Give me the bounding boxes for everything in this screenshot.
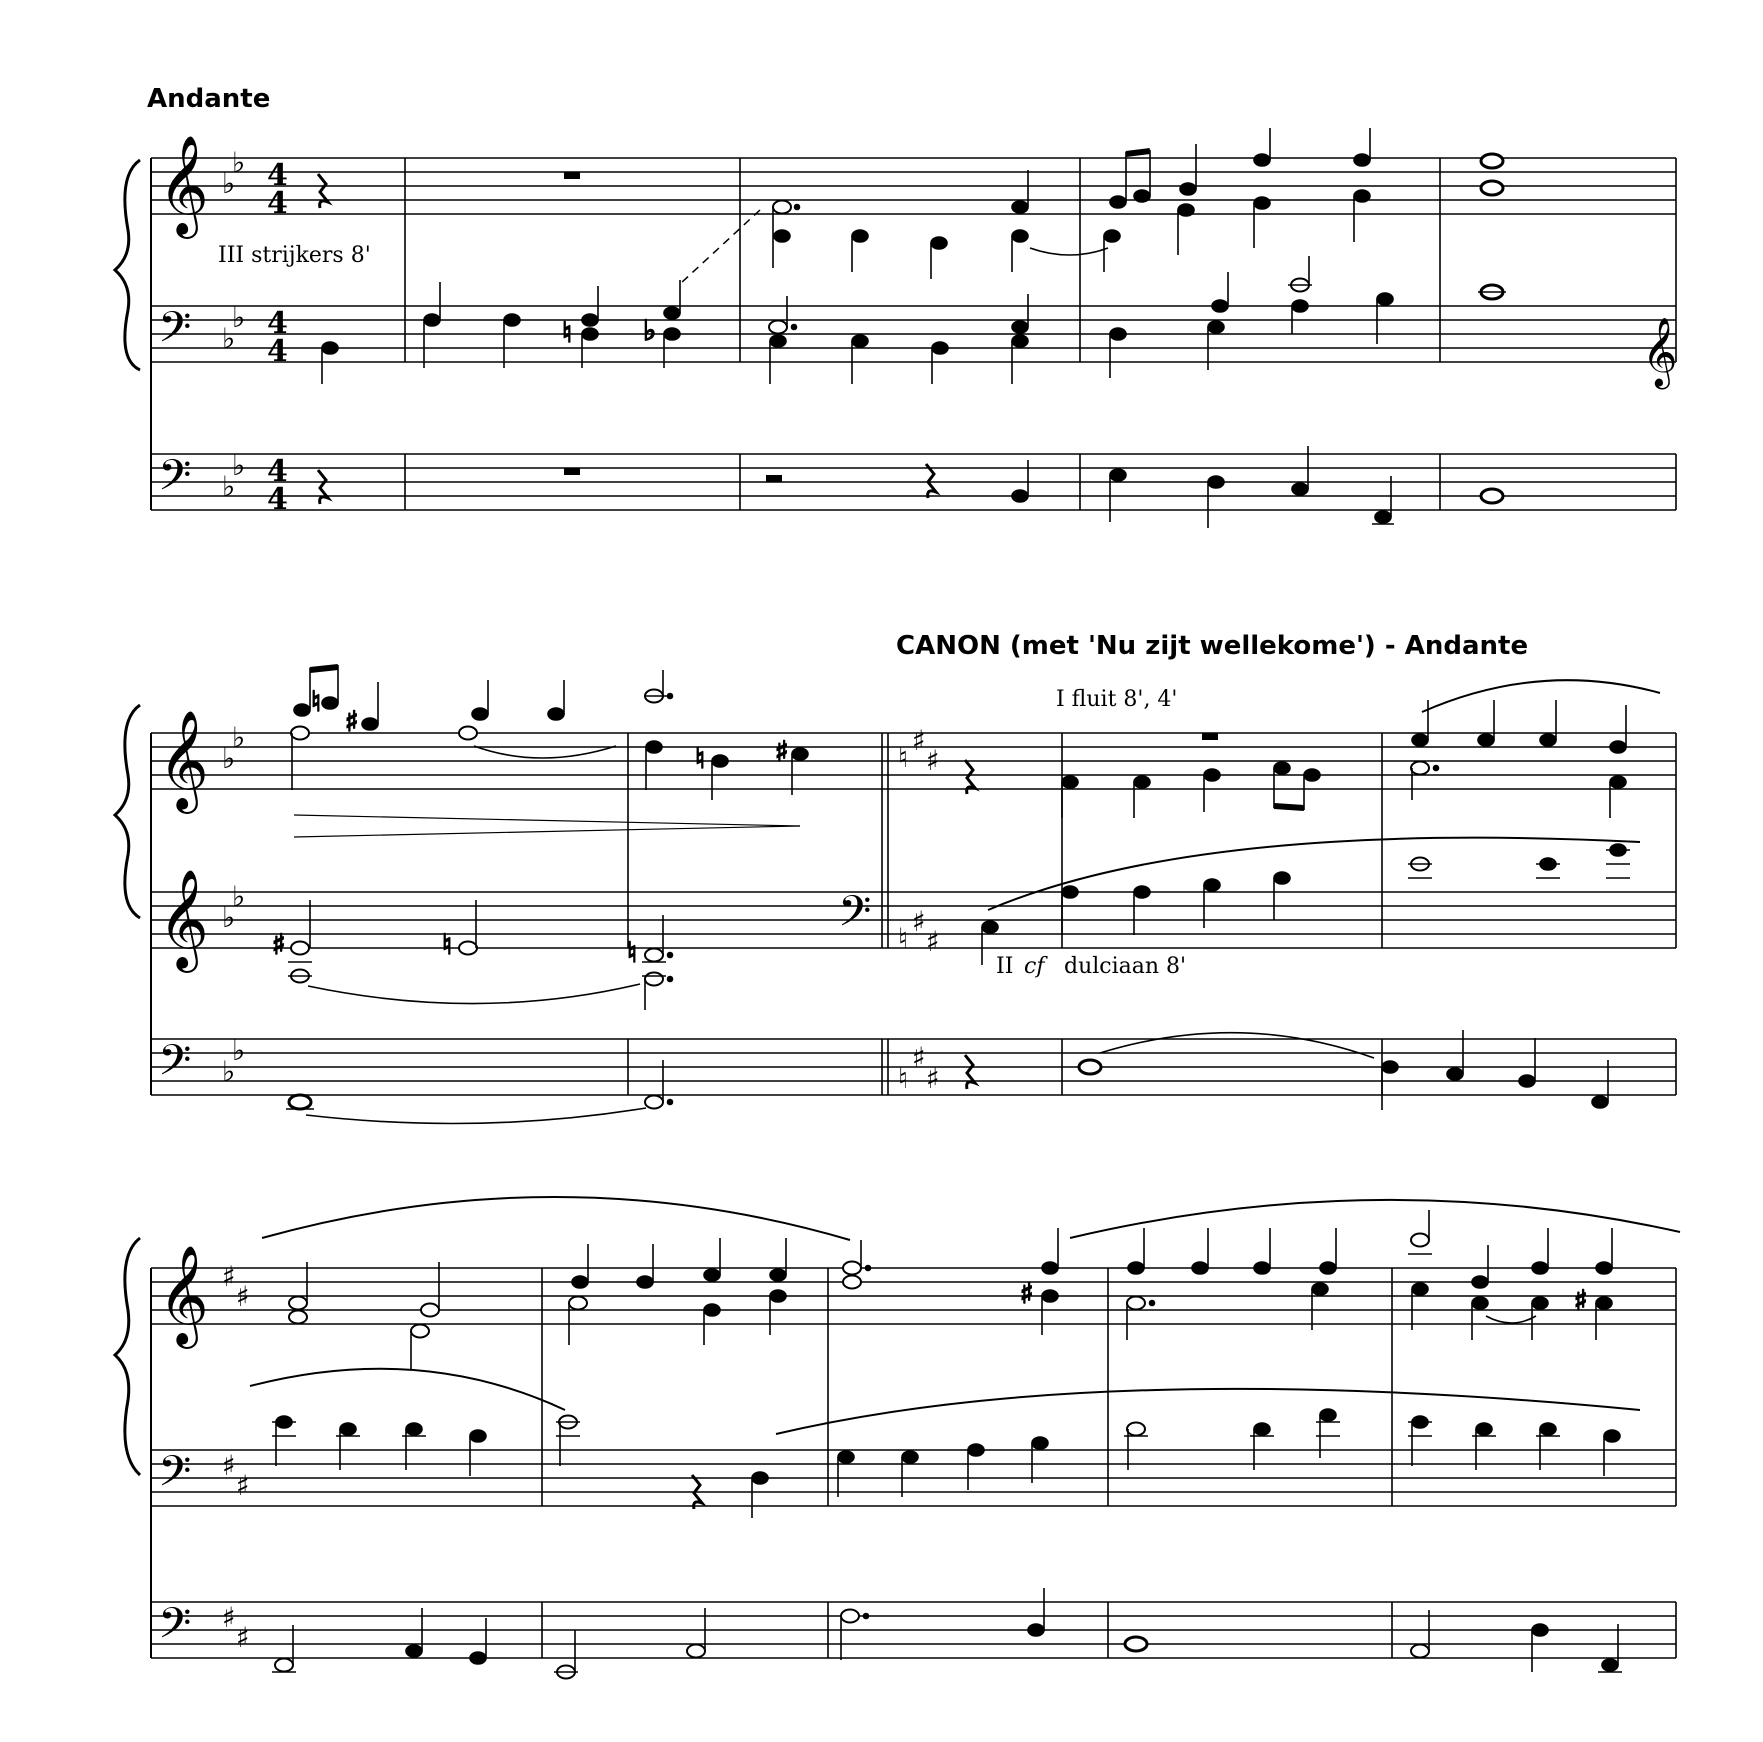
voice-leading-line [680,210,760,284]
system-1-pedal-notes [1012,446,1503,528]
bass-clef-icon: 𝄢 [158,1599,192,1659]
svg-text:♮: ♮ [311,685,322,718]
staff-3-pedal [151,1602,1676,1658]
treble-clef-icon: 𝄞 [158,869,209,969]
half-rest [766,475,782,482]
bass-clef-icon: 𝄢 [158,451,192,511]
registration-upper: I fluit 8', 4' [1056,687,1178,712]
staff-1-upper [151,158,1676,214]
svg-text:♯: ♯ [926,744,940,777]
system-1-brace [115,160,140,370]
svg-text:♯: ♯ [272,928,286,961]
svg-text:4: 4 [267,334,288,369]
flat-icon: ♭ [232,301,246,334]
system-2-treble-notes [291,665,1660,818]
whole-rest [564,172,580,179]
svg-text:♯: ♯ [926,925,940,958]
treble-clef-icon: 𝄞 [158,710,209,810]
registration-label: III strijkers 8' [218,243,371,268]
staff-3-upper [151,1268,1676,1324]
svg-text:♯: ♯ [912,1041,926,1074]
sharp-icon: ♯ [222,1601,236,1634]
svg-text:♯: ♯ [912,905,926,938]
svg-text:♯: ♯ [1574,1284,1588,1317]
system-3-brace [115,1238,140,1475]
treble-clef-icon: 𝄞 [1642,317,1678,387]
treble-clef-icon: 𝄞 [158,135,209,235]
registration-lower-stop: dulciaan 8' [1064,954,1187,979]
system-2-pedal-notes [286,1030,1608,1124]
svg-text:♯: ♯ [345,705,359,738]
sharp-icon: ♯ [236,1621,250,1654]
bass-clef-icon: 𝄢 [158,303,192,363]
svg-text:4: 4 [267,186,288,221]
system-2 [115,665,1676,1124]
svg-text:♮: ♮ [898,1062,909,1095]
tempo-marking: Andante [147,84,271,114]
svg-text:♮: ♮ [898,922,909,955]
flat-icon: ♭ [232,880,246,913]
flat-icon: ♭ [232,449,246,482]
bass-clef-icon: 𝄢 [158,1447,192,1507]
system-2-brace [115,705,140,918]
flat-icon: ♭ [222,1055,236,1088]
svg-text:4: 4 [267,306,288,341]
flat-icon: ♭ [232,146,246,179]
svg-text:♮: ♮ [898,741,909,774]
cantus-firmus-mark: cf [1024,954,1045,979]
staff-1-lower [151,306,1676,362]
flat-icon: ♭ [222,322,236,355]
quarter-rest [318,470,328,504]
sharp-icon: ♯ [236,1469,250,1502]
flat-icon: ♭ [222,901,236,934]
quarter-rest [965,1055,975,1089]
flat-icon: ♭ [222,167,236,200]
system-1-treble-notes [773,128,1503,279]
decrescendo-hairpin [294,815,800,837]
svg-text:4: 4 [267,482,288,517]
svg-text:♯: ♯ [926,1062,940,1095]
flat-icon: ♭ [232,721,246,754]
svg-text:♯: ♯ [1020,1277,1034,1310]
registration-lower-manual: II [996,954,1014,979]
whole-rest [1202,733,1218,740]
flat-icon: ♭ [222,470,236,503]
svg-text:4: 4 [267,158,288,193]
sharp-icon: ♯ [222,1260,236,1293]
sharp-icon: ♯ [236,1280,250,1313]
section-title: CANON (met 'Nu zijt wellekome') - Andante [896,631,1529,661]
system-3-treble-notes [262,1197,1680,1370]
staff-1-pedal [151,454,1676,510]
svg-text:♮: ♮ [562,316,573,349]
system-3-barlines [542,1268,1676,1658]
system-2-lower-notes [272,838,1640,1010]
treble-clef-icon: 𝄞 [158,1245,209,1345]
flat-icon: ♭ [232,1034,246,1067]
sharp-icon: ♯ [222,1449,236,1482]
system-3 [115,1197,1680,1679]
system-1 [115,128,1677,528]
quarter-rest [926,464,936,498]
svg-text:♮: ♮ [695,742,706,775]
bass-clef-icon: 𝄢 [838,887,872,947]
svg-text:♮: ♮ [442,928,453,961]
svg-text:♯: ♯ [775,735,789,768]
flat-icon: ♭ [222,742,236,775]
svg-text:4: 4 [267,454,288,489]
bass-clef-icon: 𝄢 [158,1036,192,1096]
system-3-lower-notes [250,1369,1640,1518]
quarter-rest [318,174,328,208]
svg-text:♭: ♭ [643,314,657,347]
svg-text:♮: ♮ [627,936,638,969]
svg-text:♯: ♯ [912,724,926,757]
whole-rest [564,468,580,475]
time-signature [267,158,288,517]
